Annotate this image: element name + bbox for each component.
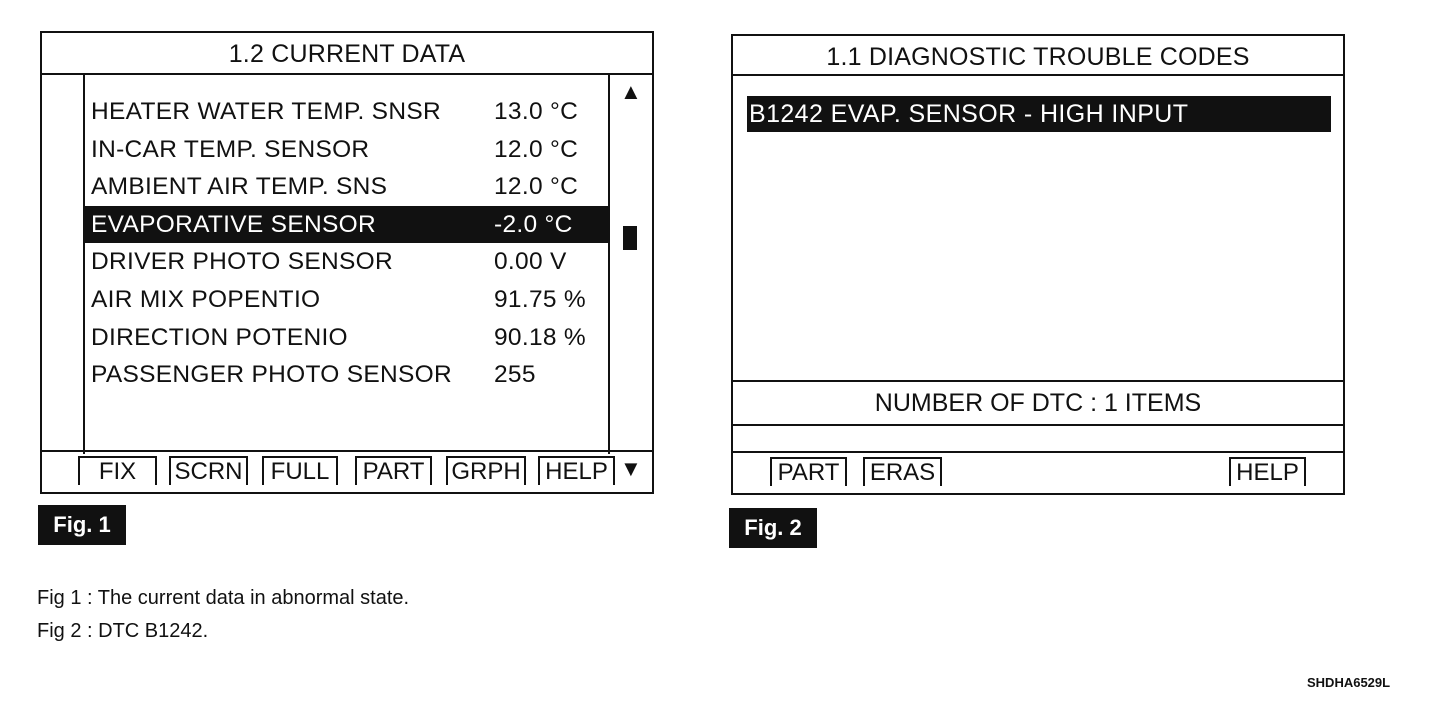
list-item[interactable] (85, 93, 610, 131)
row-label: HEATER WATER TEMP. SNSR (91, 98, 441, 125)
figure-label: Fig. 2 (729, 508, 817, 548)
scroll-down-icon[interactable]: ▼ (620, 456, 642, 481)
list-item[interactable] (85, 319, 610, 357)
figure-label: Fig. 1 (38, 505, 126, 545)
row-label: DRIVER PHOTO SENSOR (91, 248, 394, 276)
row-value: 0.00 V (494, 248, 567, 276)
row-value: 255 (494, 361, 536, 389)
screen-title: 1.2 CURRENT DATA (42, 33, 652, 75)
part-button[interactable]: PART (355, 456, 432, 485)
part-button[interactable]: PART (770, 457, 847, 486)
list-item[interactable] (85, 356, 610, 394)
help-button[interactable]: HELP (538, 456, 615, 485)
list-item[interactable] (85, 131, 610, 169)
list-item[interactable] (85, 243, 610, 281)
row-label: AIR MIX POPENTIO (91, 285, 321, 313)
scroll-thumb[interactable] (623, 226, 637, 250)
eras-button[interactable]: ERAS (863, 457, 942, 486)
scrollbar[interactable] (608, 73, 652, 481)
full-button[interactable]: FULL (262, 456, 338, 485)
function-key-bar (42, 450, 652, 492)
dtc-item-selected[interactable]: B1242 EVAP. SENSOR - HIGH INPUT (747, 96, 1331, 132)
image-code: SHDHA6529L (1307, 675, 1391, 690)
row-value: 12.0 °C (494, 135, 579, 163)
row-label: IN-CAR TEMP. SENSOR (91, 135, 370, 163)
caption-line: Fig 1 : The current data in abnormal state. (37, 587, 410, 609)
help-button[interactable]: HELP (1229, 457, 1306, 486)
row-label: AMBIENT AIR TEMP. SNS (91, 173, 388, 201)
data-list (85, 93, 610, 394)
grph-button[interactable]: GRPH (446, 456, 526, 485)
row-value: 12.0 °C (494, 173, 579, 201)
caption-line: Fig 2 : DTC B1242. (37, 620, 209, 642)
row-label: DIRECTION POTENIO (91, 323, 348, 351)
list-item[interactable] (85, 281, 610, 319)
row-value: 13.0 °C (494, 98, 579, 125)
function-key-bar (733, 451, 1343, 493)
row-value: 90.18 % (494, 323, 587, 351)
scroll-up-icon[interactable]: ▲ (620, 79, 642, 104)
dtc-screen (731, 34, 1345, 495)
row-value: -2.0 °C (494, 210, 573, 238)
scrn-button[interactable]: SCRN (169, 456, 248, 485)
row-value: 91.75 % (494, 285, 587, 313)
list-item[interactable] (85, 168, 610, 206)
list-item-selected[interactable] (85, 206, 610, 244)
row-label: EVAPORATIVE SENSOR (91, 210, 376, 238)
left-gutter (42, 73, 85, 454)
screen-title: 1.1 DIAGNOSTIC TROUBLE CODES (733, 36, 1343, 76)
row-label: PASSENGER PHOTO SENSOR (91, 361, 453, 389)
current-data-screen (40, 31, 654, 494)
fix-button[interactable]: FIX (78, 456, 157, 485)
dtc-count: NUMBER OF DTC : 1 ITEMS (733, 380, 1343, 426)
